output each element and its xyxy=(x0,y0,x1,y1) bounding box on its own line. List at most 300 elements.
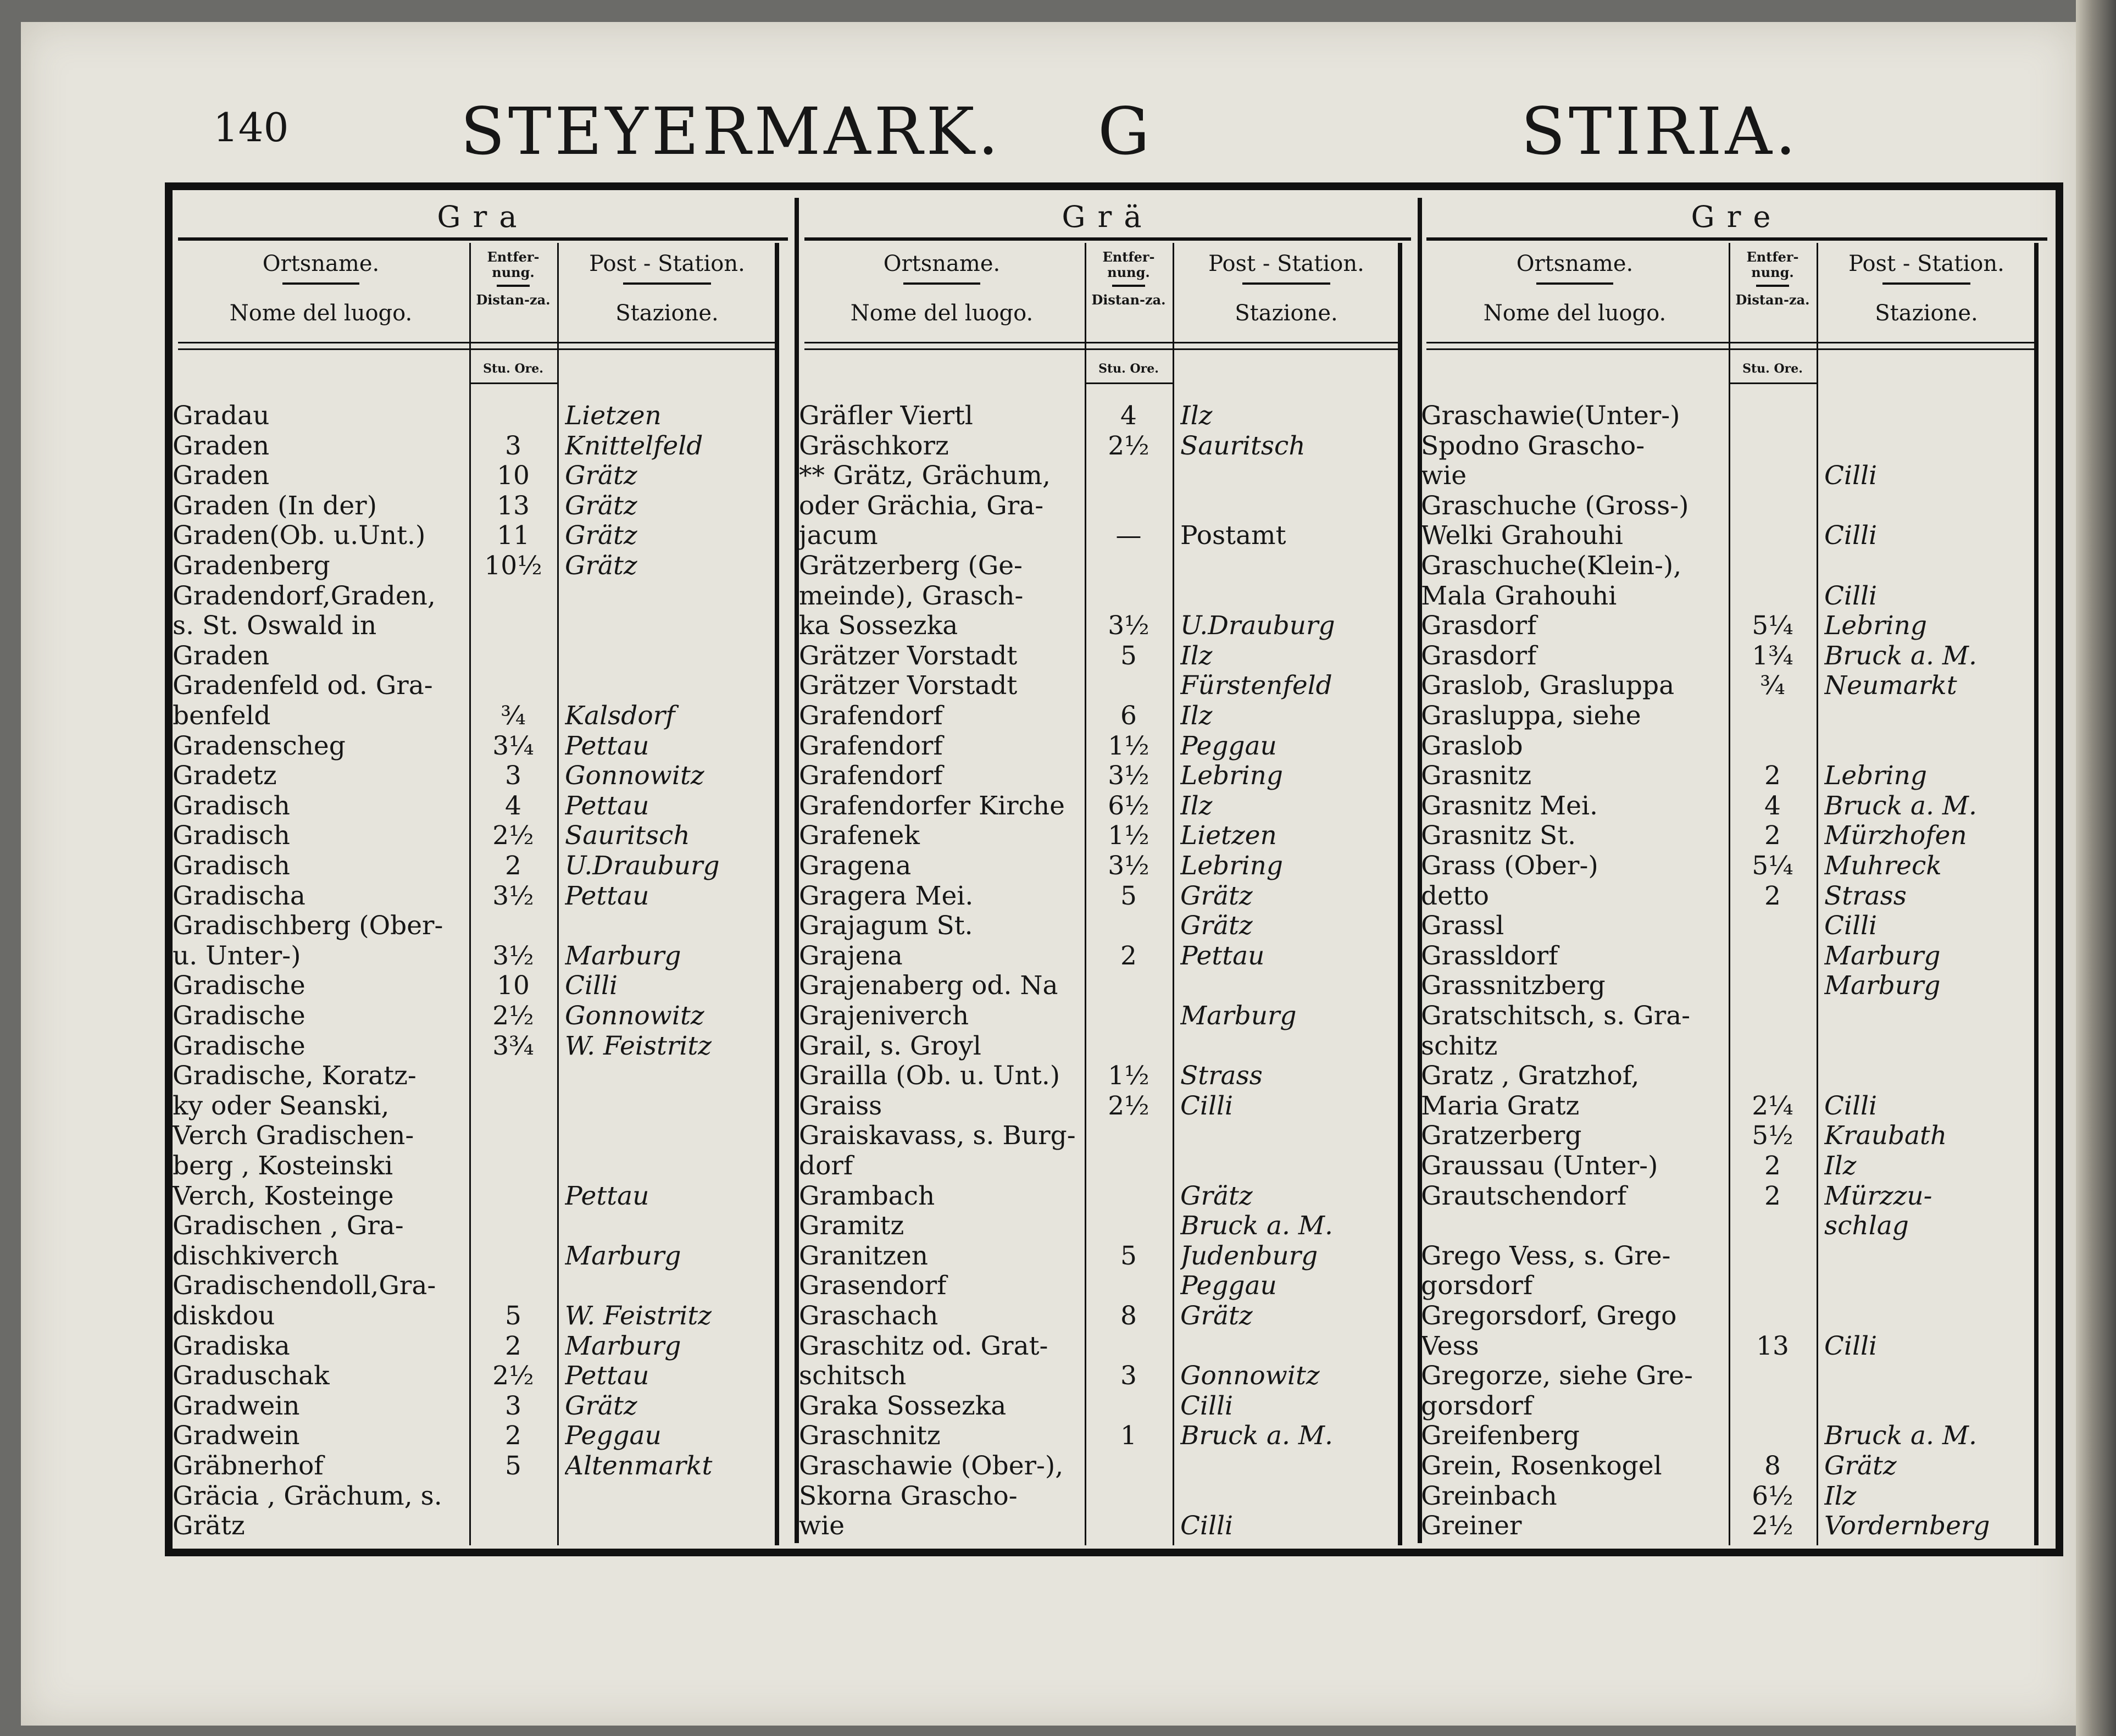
distance: 3½ xyxy=(492,880,534,911)
distance: 6½ xyxy=(1108,790,1149,821)
place-name: Grautschendorf xyxy=(1421,1181,1627,1211)
distance: 8 xyxy=(1764,1451,1781,1481)
post-station: Pettau xyxy=(565,1181,649,1211)
place-name: Gradiska xyxy=(173,1331,290,1361)
distance: 2 xyxy=(1764,820,1781,851)
distance: 11 xyxy=(497,520,530,551)
post-station: Bruck a. M. xyxy=(1824,641,1977,671)
post-station: Cilli xyxy=(1180,1511,1234,1541)
header-rule xyxy=(497,285,530,287)
post-station: Kalsdorf xyxy=(565,701,675,731)
distance: 2½ xyxy=(492,1001,534,1031)
post-station: Grätz xyxy=(1180,881,1253,911)
post-station: Lebring xyxy=(1180,761,1283,791)
header-name-italian: Nome del luogo. xyxy=(1483,301,1667,326)
table-row xyxy=(1421,1391,2053,1421)
distance: ¾ xyxy=(1760,670,1785,701)
post-station: W. Feistritz xyxy=(565,1031,712,1061)
title-letter: G xyxy=(1098,93,1153,169)
distance: 4 xyxy=(505,790,521,821)
table-row xyxy=(1421,851,2053,881)
post-station: Bruck a. M. xyxy=(1180,1421,1333,1451)
post-station: Postamt xyxy=(1180,521,1286,551)
place-name: Grailla (Ob. u. Unt.) xyxy=(799,1061,1060,1091)
table-row xyxy=(173,401,793,431)
post-station: Marburg xyxy=(1824,971,1941,1001)
distance: 5 xyxy=(1120,880,1137,911)
distance: 1¾ xyxy=(1752,640,1793,671)
table-row xyxy=(173,1091,793,1121)
distance: 1½ xyxy=(1108,1061,1149,1091)
table-row xyxy=(1421,1301,2053,1331)
post-station: Judenburg xyxy=(1180,1241,1318,1271)
table-row xyxy=(173,611,793,641)
place-name: Gratzerberg xyxy=(1421,1121,1582,1151)
table-row xyxy=(1421,431,2053,461)
distance: 4 xyxy=(1120,401,1137,431)
place-name: Graduschak xyxy=(173,1361,330,1391)
distance: 13 xyxy=(497,490,530,521)
distance: 1½ xyxy=(1108,820,1149,851)
table-row xyxy=(799,701,1417,731)
post-station: Ilz xyxy=(1824,1481,1857,1511)
post-station: Grätz xyxy=(565,521,637,551)
place-name: Gradwein xyxy=(173,1421,300,1451)
table-column-2 xyxy=(799,190,1417,1549)
column-band-label: Gre xyxy=(1691,199,1783,234)
table-row xyxy=(799,851,1417,881)
table-row xyxy=(799,1211,1417,1241)
place-name: Grail, s. Groyl xyxy=(799,1031,981,1061)
units-rule xyxy=(1085,382,1173,384)
band-divider xyxy=(804,237,1411,241)
distance: 5 xyxy=(1120,640,1137,671)
title-german: STEYERMARK. xyxy=(460,93,1002,169)
column-separator xyxy=(795,198,799,1543)
header-rule xyxy=(1756,285,1789,287)
place-name: u. Unter-) xyxy=(173,941,301,971)
place-name: Gragena xyxy=(799,851,912,881)
place-name: Graussau (Unter-) xyxy=(1421,1151,1658,1181)
post-station: Bruck a. M. xyxy=(1824,1421,1977,1451)
table-row xyxy=(173,1451,793,1481)
table-row xyxy=(1421,401,2053,431)
post-station: W. Feistritz xyxy=(565,1301,712,1331)
place-name: Grafendorf xyxy=(799,731,943,761)
place-name: Grajenaberg od. Na xyxy=(799,971,1058,1001)
distance: 3½ xyxy=(1108,851,1149,881)
post-station: Marburg xyxy=(1824,941,1941,971)
page-number: 140 xyxy=(213,104,289,151)
column-band-label: Grä xyxy=(1062,199,1154,234)
table-row xyxy=(799,1182,1417,1211)
header-name-italian: Nome del luogo. xyxy=(229,301,413,326)
place-name: Grasnitz xyxy=(1421,761,1532,791)
table-row xyxy=(799,971,1417,1001)
place-name: Gräschkorz xyxy=(799,431,949,461)
place-name: Graschitz od. Grat- xyxy=(799,1331,1048,1361)
distance: 10 xyxy=(497,970,530,1001)
post-station: Pettau xyxy=(565,791,649,821)
header-rule xyxy=(1882,282,1970,285)
distance: 8 xyxy=(1120,1301,1137,1331)
units-label: Stu. Ore. xyxy=(1742,362,1803,376)
distance: 10½ xyxy=(484,551,542,581)
post-station: Pettau xyxy=(565,1361,649,1391)
post-station: Lietzen xyxy=(565,401,662,431)
table-row xyxy=(1421,671,2053,701)
place-name: Vess xyxy=(1421,1331,1479,1361)
table-row xyxy=(173,1271,793,1301)
place-name: Graden (In der) xyxy=(173,491,377,521)
distance: 2 xyxy=(505,851,521,881)
distance: 5½ xyxy=(1752,1121,1793,1151)
post-station: Ilz xyxy=(1180,641,1213,671)
place-name: Grafendorf xyxy=(799,701,943,731)
header-bottom-rule xyxy=(804,342,1400,343)
place-name: Gradische xyxy=(173,971,306,1001)
place-name: Gradischendoll,Gra- xyxy=(173,1271,436,1301)
table-row xyxy=(173,1301,793,1331)
table-row xyxy=(799,941,1417,971)
distance: 2 xyxy=(1120,940,1137,971)
place-name: benfeld xyxy=(173,701,271,731)
header-name-german: Ortsname. xyxy=(1516,251,1634,276)
place-name: Grasnitz St. xyxy=(1421,821,1576,851)
place-name: Gradendorf,Graden, xyxy=(173,581,436,611)
place-name: Grätzer Vorstadt xyxy=(799,641,1018,671)
table-row xyxy=(799,1421,1417,1451)
header-distance-italian: Distan-za. xyxy=(1091,292,1166,308)
place-name: Grafendorf xyxy=(799,761,943,791)
place-name: Gradisch xyxy=(173,851,290,881)
distance: 2½ xyxy=(1108,430,1149,461)
table-row xyxy=(1421,1211,2053,1241)
place-name: Grassl xyxy=(1421,911,1504,941)
place-name: Graden(Ob. u.Unt.) xyxy=(173,521,426,551)
place-name: Grajena xyxy=(799,941,903,971)
table-row xyxy=(1421,1361,2053,1391)
table-row xyxy=(1421,581,2053,611)
post-station: Cilli xyxy=(1824,1331,1878,1361)
header-rule xyxy=(1112,285,1145,287)
table-row xyxy=(173,881,793,911)
place-name: Grasnitz Mei. xyxy=(1421,791,1598,821)
table-row xyxy=(173,1511,793,1541)
table-row xyxy=(173,581,793,611)
post-station: Cilli xyxy=(1180,1391,1234,1421)
table-row xyxy=(173,941,793,971)
distance: 3¾ xyxy=(492,1030,534,1061)
header-distance-german: Entfer-nung. xyxy=(487,249,540,280)
header-post-german: Post - Station. xyxy=(589,251,745,276)
post-station: Cilli xyxy=(565,971,618,1001)
post-station: Cilli xyxy=(1824,581,1878,611)
place-name: Graslob xyxy=(1421,731,1523,761)
band-divider xyxy=(178,237,788,241)
distance: 3 xyxy=(505,1390,521,1421)
header-bottom-rule xyxy=(1426,348,2036,350)
table-row xyxy=(799,1271,1417,1301)
place-name: Graschuche(Klein-), xyxy=(1421,551,1682,581)
distance: 6½ xyxy=(1752,1480,1793,1511)
place-name: s. St. Oswald in xyxy=(173,611,377,641)
place-name: Gradische, Koratz- xyxy=(173,1061,416,1091)
place-name: Greifenberg xyxy=(1421,1421,1580,1451)
table-row xyxy=(799,1241,1417,1271)
distance: 3 xyxy=(1120,1361,1137,1391)
table-row xyxy=(173,641,793,671)
book-page xyxy=(21,22,2076,1726)
distance: 3¼ xyxy=(492,730,534,761)
table-row xyxy=(173,1151,793,1181)
place-name: gorsdorf xyxy=(1421,1271,1533,1301)
title-italian: STIRIA. xyxy=(1521,93,1800,169)
table-row xyxy=(799,491,1417,521)
distance: 4 xyxy=(1764,790,1781,821)
place-name: Graka Sossezka xyxy=(799,1391,1007,1421)
table-row xyxy=(799,1451,1417,1481)
place-name: Graschawie(Unter-) xyxy=(1421,401,1680,431)
table-row xyxy=(1421,1271,2053,1301)
distance: 5¼ xyxy=(1752,611,1793,641)
table-row xyxy=(1421,1241,2053,1271)
place-name: schitsch xyxy=(799,1361,907,1391)
table-row xyxy=(1421,611,2053,641)
table-row xyxy=(173,701,793,731)
post-station: Cilli xyxy=(1180,1091,1234,1121)
table-row xyxy=(173,1361,793,1391)
place-name: Gratschitsch, s. Gra- xyxy=(1421,1001,1691,1031)
place-name: Gragera Mei. xyxy=(799,881,974,911)
post-station: Bruck a. M. xyxy=(1824,791,1977,821)
table-row xyxy=(799,731,1417,761)
table-row xyxy=(799,1391,1417,1421)
header-post-italian: Stazione. xyxy=(615,301,719,326)
table-row xyxy=(1421,1151,2053,1181)
place-name: Grambach xyxy=(799,1181,935,1211)
table-row xyxy=(1421,1031,2053,1061)
place-name: Granitzen xyxy=(799,1241,929,1271)
table-row xyxy=(799,1301,1417,1331)
table-row xyxy=(173,431,793,461)
post-station: Bruck a. M. xyxy=(1180,1211,1333,1241)
place-name: Maria Gratz xyxy=(1421,1091,1580,1121)
table-row xyxy=(173,1332,793,1361)
place-name: Graschawie (Ober-), xyxy=(799,1451,1064,1481)
place-name: Gräcia , Grächum, s. xyxy=(173,1481,442,1511)
table-row xyxy=(799,1061,1417,1091)
place-name: Graiss xyxy=(799,1091,882,1121)
post-station: Pettau xyxy=(1180,941,1265,971)
book-spine xyxy=(2076,0,2116,1736)
distance: 3 xyxy=(505,761,521,791)
place-name: Gradau xyxy=(173,401,270,431)
place-name: Gramitz xyxy=(799,1211,904,1241)
distance: 2 xyxy=(1764,761,1781,791)
distance: 5 xyxy=(505,1301,521,1331)
table-row xyxy=(799,611,1417,641)
header-name-german: Ortsname. xyxy=(883,251,1001,276)
post-station: Altenmarkt xyxy=(565,1451,713,1481)
post-station: Ilz xyxy=(1180,401,1213,431)
table-row xyxy=(173,1121,793,1151)
place-name: oder Grächia, Gra- xyxy=(799,491,1044,521)
table-row xyxy=(1421,461,2053,491)
header-bottom-rule xyxy=(1426,342,2036,343)
place-name: Gradenfeld od. Gra- xyxy=(173,671,433,701)
table-row xyxy=(1421,1001,2053,1031)
header-rule xyxy=(903,282,980,285)
table-row xyxy=(173,1061,793,1091)
place-name: Grassldorf xyxy=(1421,941,1558,971)
place-name: Verch, Kosteinge xyxy=(173,1181,394,1211)
units-rule xyxy=(469,382,557,384)
distance: 10 xyxy=(497,461,530,491)
post-station: Lebring xyxy=(1824,611,1927,641)
post-station: Grätz xyxy=(565,461,637,491)
table-row xyxy=(799,1091,1417,1121)
post-station: Vordernberg xyxy=(1824,1511,1990,1541)
place-name: Graden xyxy=(173,431,270,461)
header-distance-italian: Distan-za. xyxy=(1735,292,1810,308)
table-row xyxy=(1421,521,2053,551)
post-station: Cilli xyxy=(1824,1091,1878,1121)
table-row xyxy=(1421,1511,2053,1541)
place-name: Graschnitz xyxy=(799,1421,941,1451)
place-name: dorf xyxy=(799,1151,853,1181)
place-name: Greinbach xyxy=(1421,1481,1557,1511)
place-name: Grajagum St. xyxy=(799,911,973,941)
place-name: Gratz , Gratzhof, xyxy=(1421,1061,1640,1091)
header-post-italian: Stazione. xyxy=(1235,301,1338,326)
place-name: Grego Vess, s. Gre- xyxy=(1421,1241,1671,1271)
header-distance-italian: Distan-za. xyxy=(476,292,551,308)
post-station: schlag xyxy=(1824,1211,1909,1241)
table-row xyxy=(799,1121,1417,1151)
table-row xyxy=(173,731,793,761)
band-divider xyxy=(1426,237,2047,241)
place-name: Welki Grahouhi xyxy=(1421,521,1623,551)
place-name: Grafenek xyxy=(799,821,920,851)
distance: 13 xyxy=(1756,1330,1789,1361)
table-row xyxy=(1421,701,2053,731)
place-name: ** Grätz, Grächum, xyxy=(799,461,1051,491)
post-station: Neumarkt xyxy=(1824,671,1957,701)
table-row xyxy=(799,1361,1417,1391)
distance: 2 xyxy=(505,1421,521,1451)
place-name: Grein, Rosenkogel xyxy=(1421,1451,1662,1481)
table-row xyxy=(799,761,1417,791)
distance: 1½ xyxy=(1108,730,1149,761)
distance: 2 xyxy=(1764,880,1781,911)
units-rule xyxy=(1729,382,1817,384)
post-station: U.Drauburg xyxy=(565,851,720,881)
place-name: Gräbnerhof xyxy=(173,1451,324,1481)
post-station: Pettau xyxy=(565,731,649,761)
header-name-german: Ortsname. xyxy=(262,251,380,276)
table-row xyxy=(799,791,1417,821)
post-station: Grätz xyxy=(1180,1301,1253,1331)
table-row xyxy=(173,461,793,491)
place-name: Grätzer Vorstadt xyxy=(799,671,1018,701)
table-row xyxy=(799,641,1417,671)
header-name-italian: Nome del luogo. xyxy=(850,301,1034,326)
post-station: Grätz xyxy=(1824,1451,1897,1481)
table-row xyxy=(799,1332,1417,1361)
table-row xyxy=(1421,1061,2053,1091)
table-row xyxy=(173,851,793,881)
distance: 2½ xyxy=(1108,1090,1149,1121)
table-column-3 xyxy=(1421,190,2053,1549)
table-row xyxy=(799,461,1417,491)
header-post-german: Post - Station. xyxy=(1208,251,1364,276)
post-station: Cilli xyxy=(1824,461,1878,491)
post-station: Strass xyxy=(1824,881,1907,911)
place-name: Grass (Ober-) xyxy=(1421,851,1598,881)
table-row xyxy=(173,821,793,851)
table-row xyxy=(1421,821,2053,851)
place-name: Grassnitzberg xyxy=(1421,971,1606,1001)
distance: — xyxy=(1115,520,1142,551)
table-row xyxy=(173,761,793,791)
post-station: Peggau xyxy=(1180,1271,1277,1301)
header-bottom-rule xyxy=(804,348,1400,350)
place-name: Graschuche (Gross-) xyxy=(1421,491,1689,521)
header-bottom-rule xyxy=(178,348,777,350)
gazetteer-table xyxy=(165,182,2063,1556)
table-row xyxy=(1421,551,2053,581)
table-row xyxy=(1421,1091,2053,1121)
distance: 3½ xyxy=(1108,611,1149,641)
distance: 3½ xyxy=(492,940,534,971)
post-station: Pettau xyxy=(565,881,649,911)
distance: 1 xyxy=(1120,1421,1137,1451)
table-row xyxy=(1421,1332,2053,1361)
distance: 2¼ xyxy=(1752,1090,1793,1121)
post-station: Marburg xyxy=(565,941,681,971)
header-bottom-rule xyxy=(178,342,777,343)
post-station: Sauritsch xyxy=(565,821,690,851)
place-name: Grätz xyxy=(173,1511,245,1541)
table-row xyxy=(173,971,793,1001)
place-name: Grafendorfer Kirche xyxy=(799,791,1065,821)
post-station: Lietzen xyxy=(1180,821,1277,851)
table-row xyxy=(1421,641,2053,671)
post-station: Gonnowitz xyxy=(565,761,704,791)
place-name: Mala Grahouhi xyxy=(1421,581,1617,611)
place-name: Gradetz xyxy=(173,761,277,791)
header-distance-german: Entfer-nung. xyxy=(1102,249,1155,280)
place-name: Grasendorf xyxy=(799,1271,947,1301)
table-row xyxy=(799,671,1417,701)
table-row xyxy=(173,1391,793,1421)
page-header xyxy=(21,82,2076,170)
distance: 5¼ xyxy=(1752,851,1793,881)
place-name: Gradenberg xyxy=(173,551,330,581)
header-rule xyxy=(282,282,359,285)
table-row xyxy=(173,551,793,581)
distance: 5 xyxy=(505,1451,521,1481)
place-name: wie xyxy=(799,1511,845,1541)
table-row xyxy=(1421,881,2053,911)
table-row xyxy=(799,911,1417,941)
place-name: Verch Gradischen- xyxy=(173,1121,414,1151)
table-row xyxy=(799,401,1417,431)
place-name: Gradische xyxy=(173,1031,306,1061)
post-station: Lebring xyxy=(1824,761,1927,791)
post-station: Grätz xyxy=(565,1391,637,1421)
